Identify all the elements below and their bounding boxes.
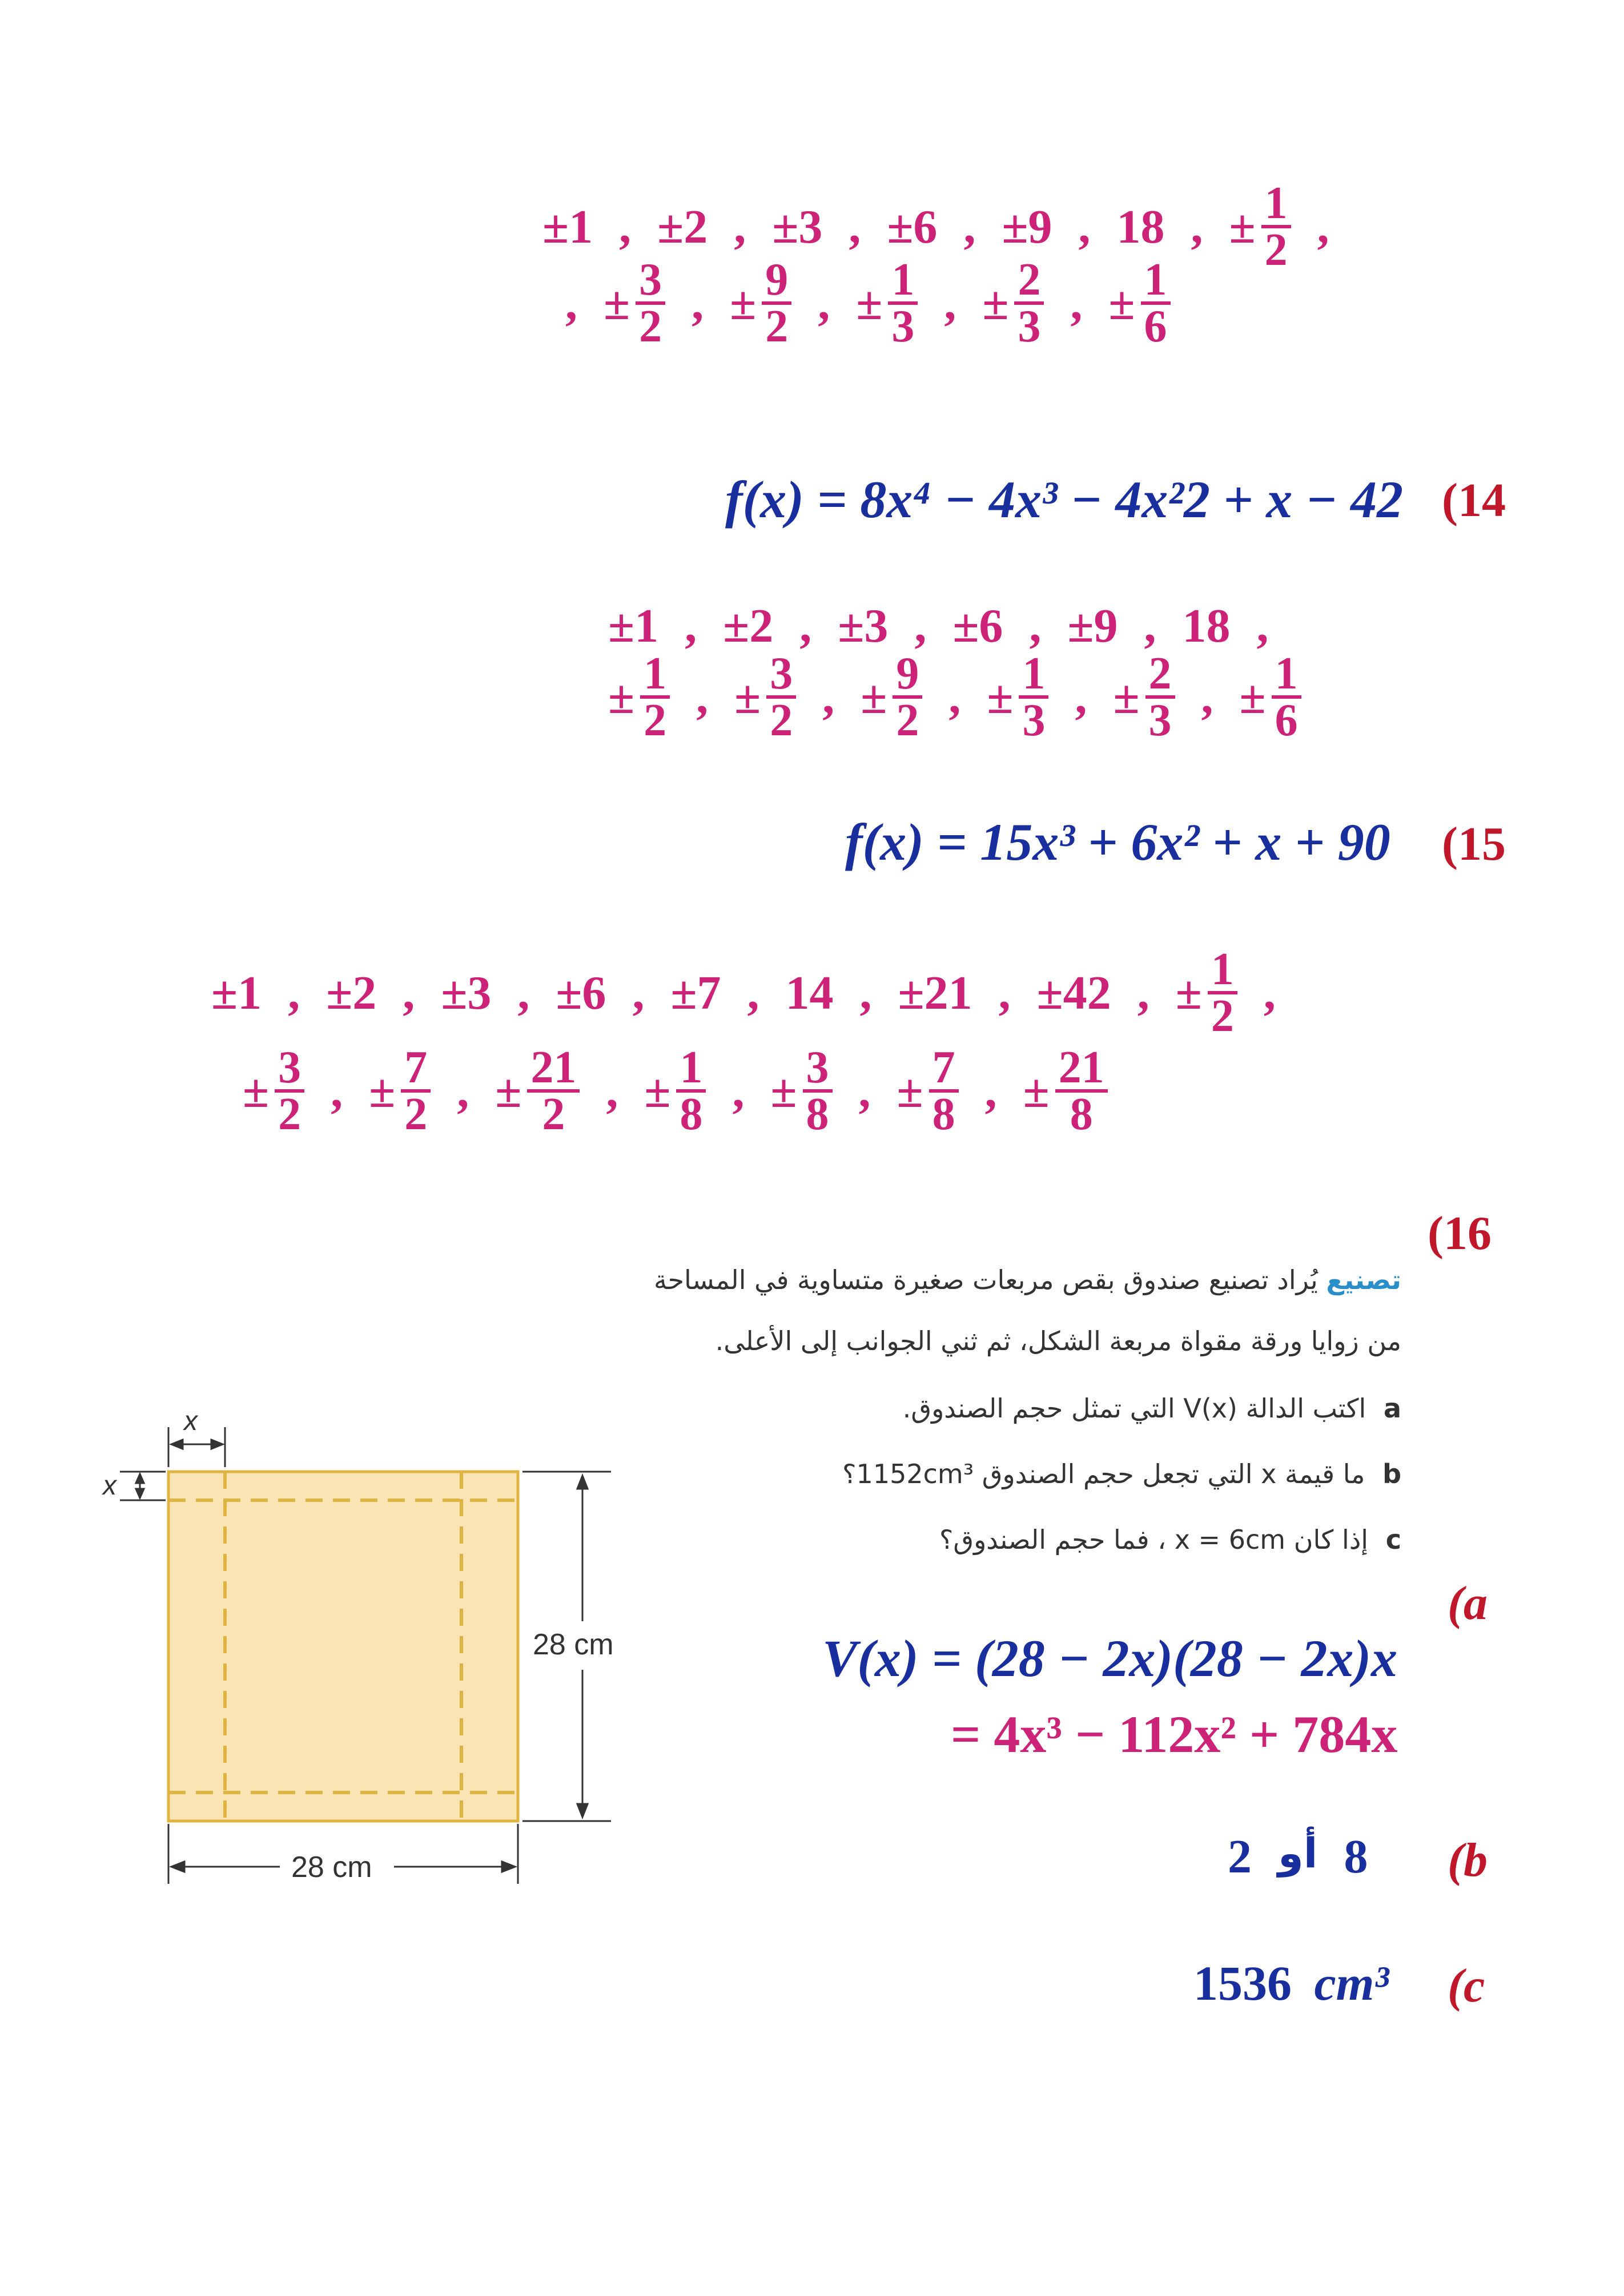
candidate-fraction bbox=[369, 1042, 431, 1139]
plus-minus-sign: ± bbox=[1108, 276, 1135, 330]
fraction-numerator: 1 bbox=[1208, 948, 1237, 994]
problem-14-candidates-line2 bbox=[608, 648, 1301, 746]
problem-14-equation: f(x) = 8x⁴ − 4x³ − 4x²2 + x − 42 bbox=[725, 470, 1404, 529]
fraction bbox=[1208, 944, 1237, 1041]
item-a-label: a bbox=[1383, 1393, 1401, 1424]
fraction-numerator: 9 bbox=[762, 258, 791, 305]
candidate-fraction bbox=[243, 1042, 304, 1139]
comma: , bbox=[632, 966, 645, 1020]
left-x-dimension bbox=[120, 1472, 166, 1500]
fraction-numerator: 1 bbox=[1261, 182, 1291, 228]
item-b-text: ما قيمة x التي تجعل حجم الصندوق 1152cm³؟ bbox=[842, 1459, 1365, 1489]
fraction-numerator: 3 bbox=[636, 258, 665, 305]
comma: , bbox=[1137, 966, 1149, 1020]
fraction bbox=[676, 1042, 706, 1139]
comma: , bbox=[331, 1064, 343, 1118]
comma: , bbox=[1256, 599, 1269, 652]
problem-15-number: (15 bbox=[1442, 817, 1506, 871]
comma: , bbox=[457, 1064, 469, 1118]
comma: , bbox=[984, 1064, 997, 1118]
comma: , bbox=[998, 966, 1011, 1020]
answer-b-connector: أو bbox=[1278, 1829, 1318, 1877]
plus-minus-sign: ± bbox=[1239, 670, 1266, 724]
candidate: ±1 bbox=[542, 200, 593, 253]
fraction-denominator: 2 bbox=[278, 1089, 302, 1139]
answer-a-line2: = 4x³ − 112x² + 784x bbox=[951, 1705, 1398, 1763]
fraction-numerator: 2 bbox=[1014, 258, 1044, 305]
candidate-fraction bbox=[604, 255, 665, 352]
candidates-top-line2 bbox=[565, 255, 1171, 352]
plus-minus-sign: ± bbox=[1113, 670, 1140, 724]
plus-minus-sign: ± bbox=[861, 670, 887, 724]
plus-minus-sign: ± bbox=[770, 1064, 797, 1118]
fraction-numerator: 7 bbox=[929, 1046, 959, 1093]
fraction bbox=[1055, 1042, 1108, 1139]
top-x-label: x bbox=[184, 1406, 198, 1436]
plus-minus-sign: ± bbox=[1023, 1064, 1050, 1118]
comma: , bbox=[606, 1064, 618, 1118]
fraction-denominator: 8 bbox=[680, 1089, 703, 1139]
comma: , bbox=[696, 670, 709, 724]
candidate: ±42 bbox=[1036, 966, 1111, 1020]
textbook-intro-line1 bbox=[654, 1264, 1401, 1295]
fraction bbox=[1145, 648, 1175, 746]
item-c-label: c bbox=[1385, 1524, 1401, 1555]
candidate-fraction bbox=[608, 648, 670, 746]
answer-c-label: (c bbox=[1448, 1959, 1485, 2012]
plus-minus-sign: ± bbox=[730, 276, 757, 330]
candidate-fraction bbox=[644, 1042, 706, 1139]
problem-14-candidates-line1 bbox=[608, 598, 1269, 654]
fraction-numerator: 3 bbox=[766, 652, 796, 699]
plus-minus-sign: ± bbox=[897, 1064, 923, 1118]
candidate: 18 bbox=[1116, 200, 1165, 253]
fraction bbox=[1141, 255, 1171, 352]
comma: , bbox=[1191, 200, 1203, 253]
fraction-denominator: 2 bbox=[542, 1089, 565, 1139]
candidate: ±2 bbox=[657, 200, 708, 253]
candidate-fraction bbox=[1023, 1042, 1108, 1139]
candidate-fraction bbox=[1113, 648, 1175, 746]
fraction-denominator: 2 bbox=[639, 301, 662, 352]
fraction bbox=[275, 1042, 304, 1139]
candidate-fraction bbox=[1175, 944, 1237, 1041]
plus-minus-sign: ± bbox=[369, 1064, 396, 1118]
candidate: ±9 bbox=[1067, 599, 1118, 652]
candidate: ±9 bbox=[1002, 200, 1052, 253]
answer-b-value2: 2 bbox=[1228, 1830, 1252, 1883]
candidate-fraction bbox=[734, 648, 796, 746]
comma: , bbox=[858, 1064, 871, 1118]
candidate: ±1 bbox=[211, 966, 262, 1020]
answer-b-label: (b bbox=[1448, 1834, 1488, 1887]
plus-minus-sign: ± bbox=[856, 276, 883, 330]
textbook-item-b bbox=[842, 1459, 1401, 1489]
plus-minus-sign: ± bbox=[734, 670, 761, 724]
plus-minus-sign: ± bbox=[243, 1064, 270, 1118]
candidate-fraction bbox=[1229, 178, 1291, 275]
candidate-fraction bbox=[770, 1042, 832, 1139]
fraction bbox=[1014, 255, 1044, 352]
fraction bbox=[803, 1042, 833, 1139]
problem-15-equation: f(x) = 15x³ + 6x² + x + 90 bbox=[845, 813, 1390, 871]
textbook-item-a bbox=[903, 1393, 1401, 1424]
candidate: ±6 bbox=[556, 966, 606, 1020]
comma: , bbox=[619, 200, 632, 253]
fraction bbox=[762, 255, 791, 352]
fraction-denominator: 8 bbox=[932, 1089, 955, 1139]
fraction bbox=[1019, 648, 1048, 746]
plus-minus-sign: ± bbox=[644, 1064, 671, 1118]
comma: , bbox=[517, 966, 530, 1020]
fraction-denominator: 2 bbox=[1264, 225, 1288, 275]
answer-c-unit: cm³ bbox=[1314, 1956, 1389, 2011]
fraction bbox=[1272, 648, 1301, 746]
candidate: ±3 bbox=[441, 966, 492, 1020]
comma: , bbox=[1144, 599, 1156, 652]
fraction-denominator: 2 bbox=[770, 695, 793, 746]
plus-minus-sign: ± bbox=[1229, 200, 1256, 253]
textbook-keyword: تصنيع bbox=[1326, 1264, 1401, 1295]
left-x-label: x bbox=[103, 1471, 116, 1501]
fraction bbox=[640, 648, 670, 746]
comma: , bbox=[859, 966, 872, 1020]
fraction-denominator: 2 bbox=[1211, 991, 1234, 1041]
fraction-denominator: 8 bbox=[1070, 1089, 1093, 1139]
candidate-fraction bbox=[856, 255, 918, 352]
fraction-numerator: 1 bbox=[1141, 258, 1171, 305]
plus-minus-sign: ± bbox=[982, 276, 1009, 330]
candidate: ±6 bbox=[887, 200, 938, 253]
answer-b-values bbox=[1228, 1829, 1368, 1884]
comma: , bbox=[403, 966, 415, 1020]
fraction-numerator: 1 bbox=[640, 652, 670, 699]
fraction bbox=[527, 1042, 580, 1139]
fraction-denominator: 2 bbox=[765, 301, 789, 352]
candidate: ±1 bbox=[608, 599, 659, 652]
plus-minus-sign: ± bbox=[1175, 966, 1202, 1020]
candidate-fraction bbox=[730, 255, 791, 352]
textbook-item-c bbox=[939, 1524, 1401, 1555]
fraction-denominator: 6 bbox=[1275, 695, 1298, 746]
comma: , bbox=[734, 200, 746, 253]
answer-c-value bbox=[1193, 1955, 1389, 2012]
comma: , bbox=[1201, 670, 1213, 724]
fraction-numerator: 1 bbox=[888, 258, 918, 305]
fraction bbox=[401, 1042, 431, 1139]
comma: , bbox=[849, 200, 861, 253]
fraction bbox=[766, 648, 796, 746]
plus-minus-sign: ± bbox=[604, 276, 630, 330]
textbook-intro-line2: من زوايا ورقة مقواة مربعة الشكل، ثم ثني الجوانب إلى الأعلى. bbox=[715, 1326, 1401, 1356]
comma: , bbox=[799, 599, 812, 652]
problem-15-candidates-line1 bbox=[211, 944, 1276, 1041]
comma: , bbox=[944, 276, 956, 330]
fraction-numerator: 7 bbox=[401, 1046, 431, 1093]
plus-minus-sign: ± bbox=[987, 670, 1014, 724]
comma: , bbox=[914, 599, 927, 652]
problem-15-candidates-line2 bbox=[243, 1042, 1108, 1139]
candidate: 14 bbox=[785, 966, 834, 1020]
comma: , bbox=[948, 670, 961, 724]
comma: , bbox=[963, 200, 976, 253]
comma: , bbox=[1263, 966, 1276, 1020]
width-label: 28 cm bbox=[291, 1851, 372, 1884]
fraction-numerator: 2 bbox=[1145, 652, 1175, 699]
fraction bbox=[636, 255, 665, 352]
fraction-numerator: 9 bbox=[893, 652, 922, 699]
cardboard-square bbox=[168, 1472, 518, 1821]
answer-c-number: 1536 bbox=[1193, 1956, 1292, 2011]
fraction bbox=[1261, 178, 1291, 275]
comma: , bbox=[1075, 670, 1087, 724]
fraction-denominator: 2 bbox=[896, 695, 919, 746]
comma: , bbox=[1078, 200, 1091, 253]
plus-minus-sign: ± bbox=[495, 1064, 522, 1118]
candidate-fraction bbox=[982, 255, 1044, 352]
candidate: ±2 bbox=[723, 599, 774, 652]
fraction-denominator: 3 bbox=[1022, 695, 1046, 746]
fraction-denominator: 3 bbox=[1018, 301, 1041, 352]
candidate-fraction bbox=[987, 648, 1048, 746]
height-label: 28 cm bbox=[533, 1628, 614, 1661]
fraction-numerator: 1 bbox=[1272, 652, 1301, 699]
comma: , bbox=[692, 276, 704, 330]
problem-16-number: (16 bbox=[1428, 1207, 1492, 1260]
fraction bbox=[929, 1042, 959, 1139]
comma: , bbox=[732, 1064, 745, 1118]
item-a-text: اكتب الدالة V(x) التي تمثل حجم الصندوق. bbox=[902, 1393, 1366, 1424]
fraction-denominator: 6 bbox=[1144, 301, 1167, 352]
candidate: ±2 bbox=[326, 966, 377, 1020]
comma: , bbox=[1070, 276, 1083, 330]
comma: , bbox=[685, 599, 697, 652]
answer-a-line1: V(x) = (28 − 2x)(28 − 2x)x bbox=[822, 1629, 1398, 1687]
candidate: 18 bbox=[1182, 599, 1231, 652]
candidate-fraction bbox=[861, 648, 922, 746]
answer-a-label: (a bbox=[1448, 1577, 1488, 1630]
comma: , bbox=[1029, 599, 1042, 652]
comma: , bbox=[747, 966, 759, 1020]
fraction bbox=[893, 648, 922, 746]
fraction bbox=[888, 255, 918, 352]
fraction-denominator: 2 bbox=[644, 695, 667, 746]
textbook-intro-text-1: يُراد تصنيع صندوق بقص مربعات صغيرة متساوية في المساحة bbox=[653, 1264, 1318, 1295]
fraction-numerator: 1 bbox=[676, 1046, 706, 1093]
candidate: ±3 bbox=[772, 200, 823, 253]
comma: , bbox=[822, 670, 835, 724]
candidate: ±6 bbox=[952, 599, 1003, 652]
fraction-denominator: 8 bbox=[806, 1089, 829, 1139]
plus-minus-sign: ± bbox=[608, 670, 635, 724]
box-net-figure bbox=[86, 1387, 668, 1912]
fraction-denominator: 2 bbox=[404, 1089, 428, 1139]
candidate-fraction bbox=[1108, 255, 1170, 352]
fraction-numerator: 21 bbox=[1055, 1046, 1108, 1093]
fraction-numerator: 1 bbox=[1019, 652, 1048, 699]
comma: , bbox=[1317, 200, 1329, 253]
item-b-label: b bbox=[1382, 1459, 1401, 1489]
fraction-numerator: 3 bbox=[275, 1046, 304, 1093]
fraction-numerator: 3 bbox=[803, 1046, 833, 1093]
fraction-denominator: 3 bbox=[891, 301, 915, 352]
item-c-text: إذا كان x = 6cm ، فما حجم الصندوق؟ bbox=[939, 1524, 1369, 1555]
problem-14-number: (14 bbox=[1442, 474, 1506, 527]
fraction-numerator: 21 bbox=[527, 1046, 580, 1093]
comma: , bbox=[565, 276, 577, 330]
answer-b-value1: 8 bbox=[1344, 1830, 1368, 1883]
candidate: ±3 bbox=[838, 599, 889, 652]
candidate-fraction bbox=[495, 1042, 580, 1139]
comma: , bbox=[288, 966, 300, 1020]
candidate: ±7 bbox=[670, 966, 721, 1020]
comma: , bbox=[818, 276, 830, 330]
candidate-fraction bbox=[1239, 648, 1301, 746]
fraction-denominator: 3 bbox=[1148, 695, 1172, 746]
candidate-fraction bbox=[897, 1042, 959, 1139]
candidate: ±21 bbox=[898, 966, 972, 1020]
